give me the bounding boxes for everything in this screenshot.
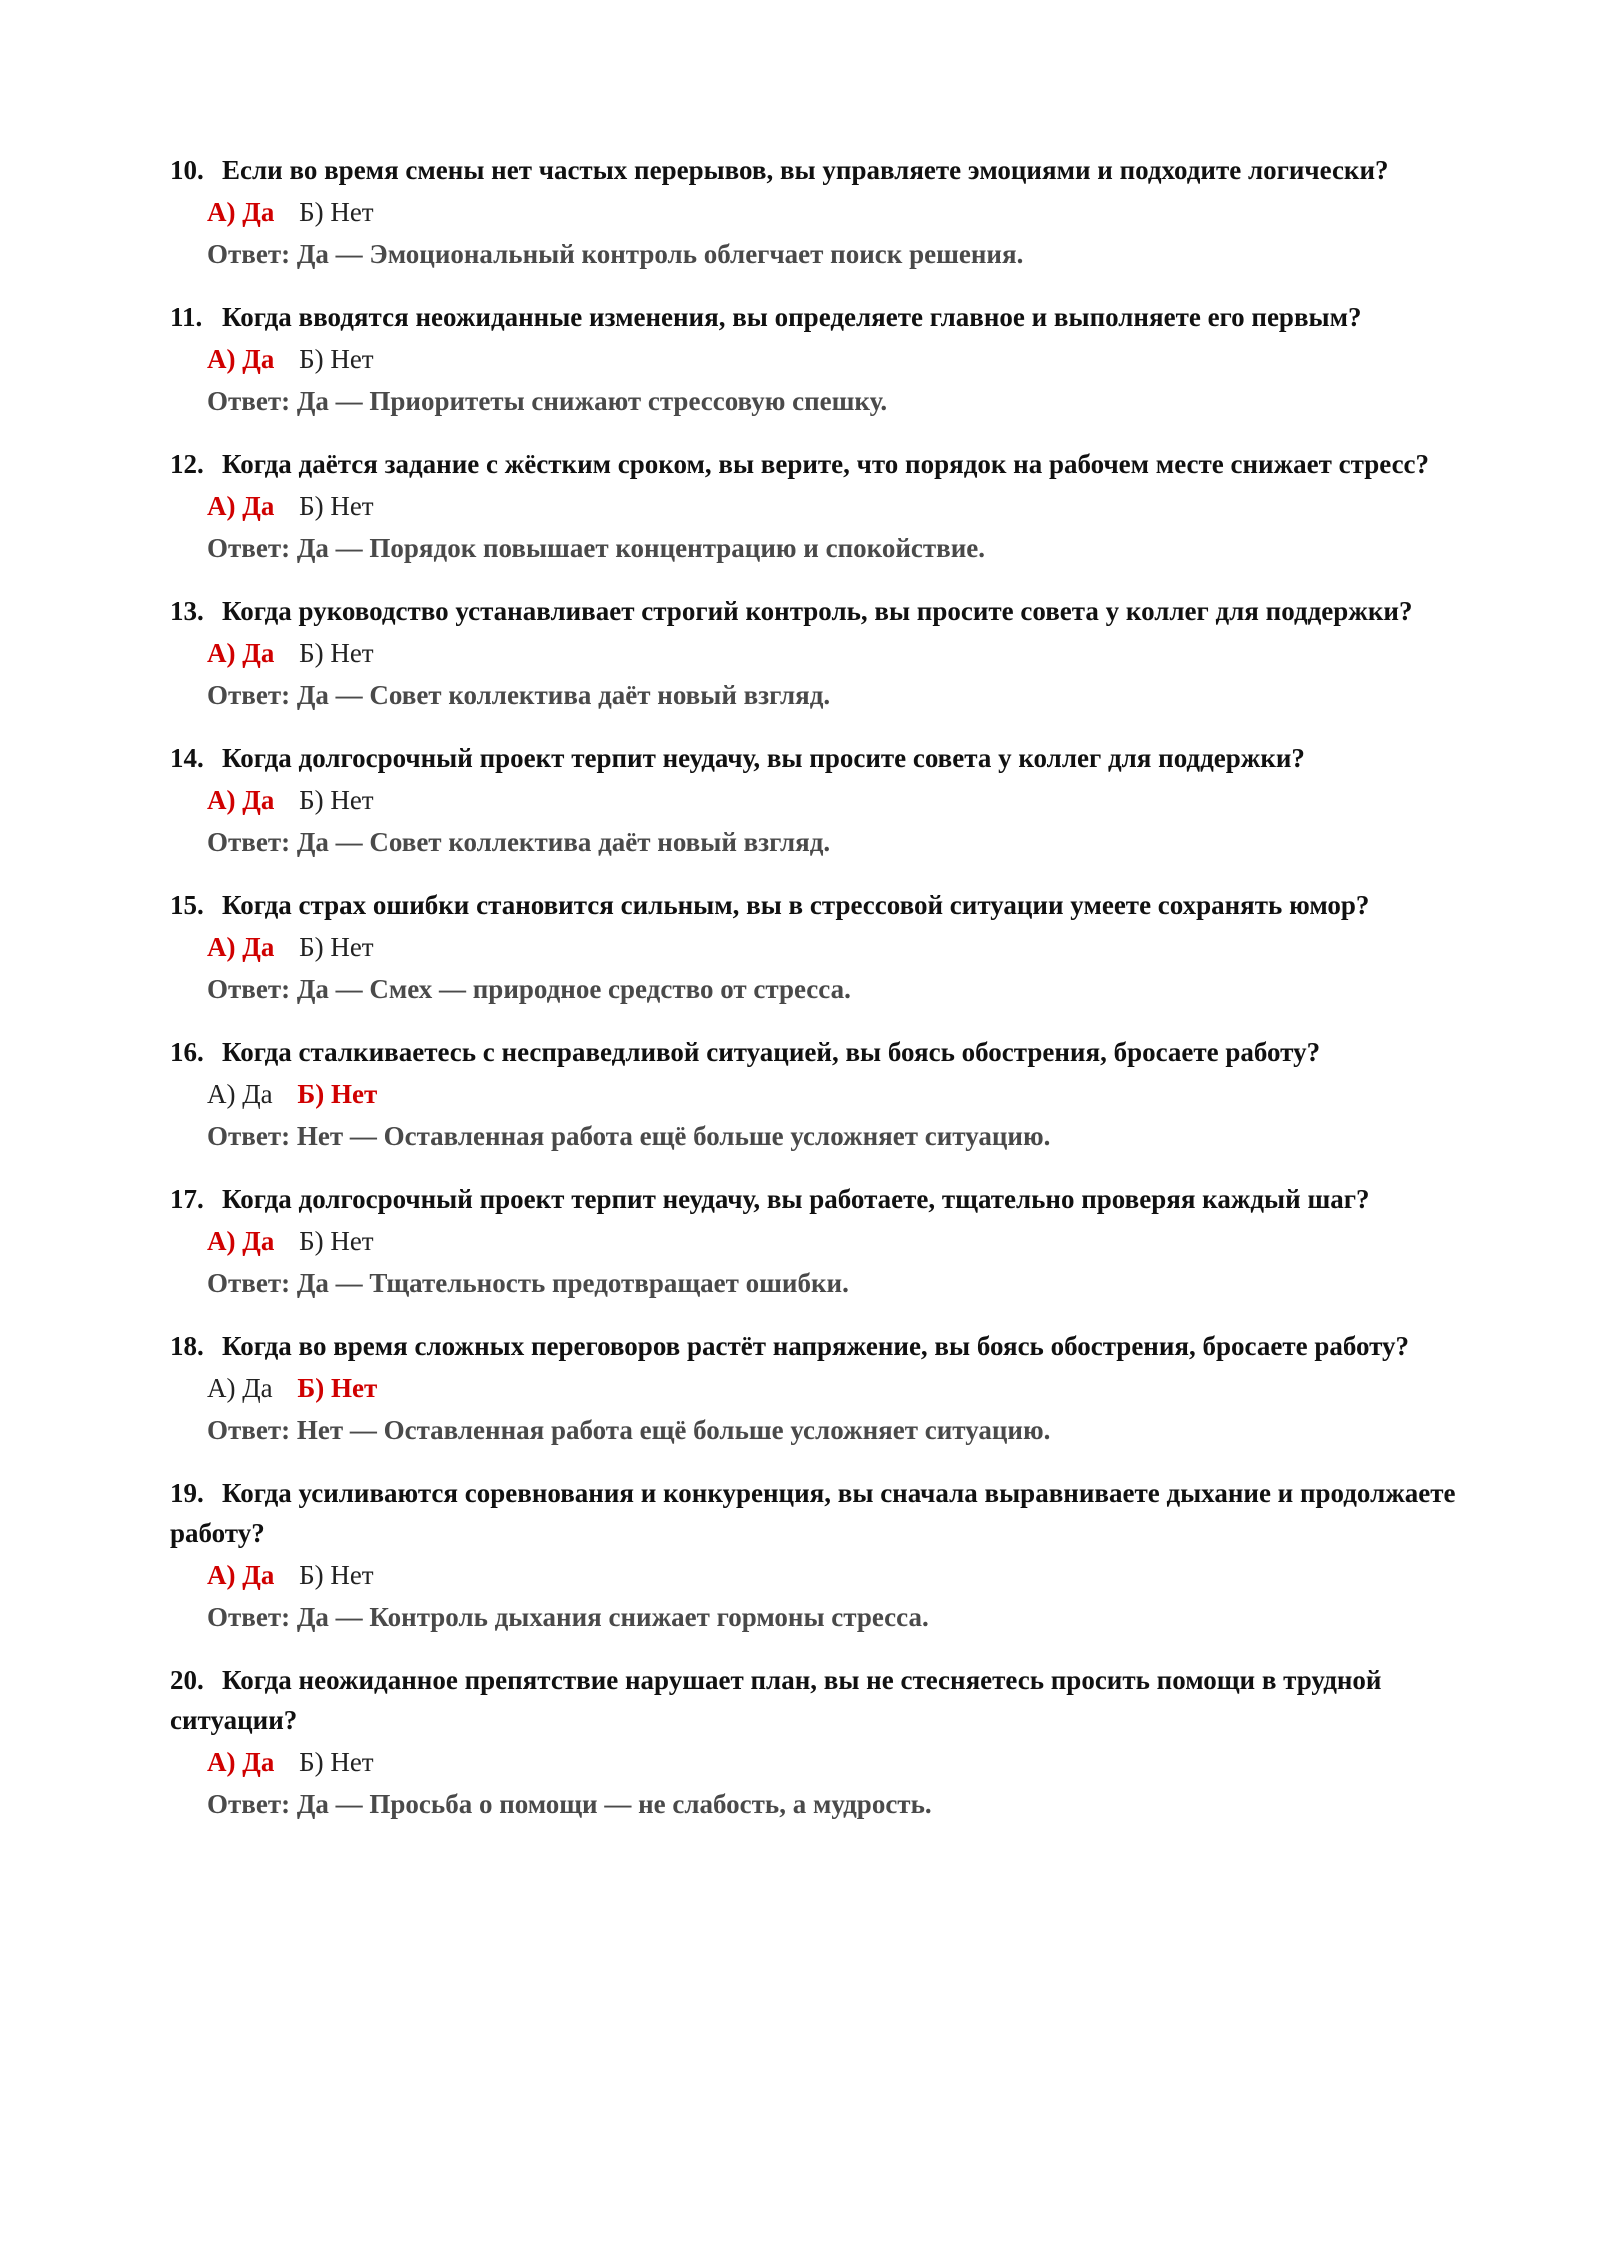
question-number: 13. [170, 596, 204, 626]
answer-options [207, 1220, 1460, 1262]
question-20 [170, 1660, 1460, 1825]
question-number: 12. [170, 449, 204, 479]
question-number: 17. [170, 1184, 204, 1214]
option-b: Б) Нет [299, 344, 374, 374]
answer-options [207, 338, 1460, 380]
answer-explanation: Ответ: Да — Тщательность предотвращает ошибки. [207, 1268, 849, 1298]
answer-explanation: Ответ: Нет — Оставленная работа ещё больше усложняет ситуацию. [207, 1415, 1051, 1445]
question-17 [170, 1179, 1460, 1304]
answer-options [207, 485, 1460, 527]
question-title [170, 1660, 1460, 1740]
question-11 [170, 297, 1460, 422]
question-number: 11. [170, 302, 203, 332]
option-b: Б) Нет [297, 1079, 378, 1109]
question-12 [170, 444, 1460, 569]
answer-explanation: Ответ: Да — Совет коллектива даёт новый взгляд. [207, 680, 831, 710]
question-number: 16. [170, 1037, 204, 1067]
option-a: А) Да [207, 344, 275, 374]
answer-options [207, 1073, 1460, 1115]
answer-explanation: Ответ: Да — Контроль дыхания снижает гормоны стресса. [207, 1602, 929, 1632]
question-text: Когда даётся задание с жёстким сроком, вы верите, что порядок на рабочем месте снижает стресс? [222, 449, 1430, 479]
answer-explanation: Ответ: Нет — Оставленная работа ещё больше усложняет ситуацию. [207, 1121, 1051, 1151]
question-title [170, 591, 1460, 631]
question-text: Когда долгосрочный проект терпит неудачу, вы просите совета у коллег для поддержки? [222, 743, 1305, 773]
option-b: Б) Нет [299, 491, 374, 521]
answer-options [207, 779, 1460, 821]
question-title [170, 297, 1460, 337]
answer-explanation: Ответ: Да — Порядок повышает концентрацию и спокойствие. [207, 533, 986, 563]
question-title [170, 1032, 1460, 1072]
question-text: Когда усиливаются соревнования и конкуренция, вы сначала выравниваете дыхание и продолжаете работу? [170, 1478, 1456, 1548]
question-title [170, 738, 1460, 778]
answer-explanation: Ответ: Да — Совет коллектива даёт новый взгляд. [207, 827, 831, 857]
option-b: Б) Нет [299, 197, 374, 227]
question-number: 10. [170, 155, 204, 185]
answer-options [207, 1367, 1460, 1409]
question-text: Когда неожиданное препятствие нарушает план, вы не стесняетесь просить помощи в трудной ситуации? [170, 1665, 1382, 1735]
question-title [170, 1179, 1460, 1219]
question-title [170, 444, 1460, 484]
question-text: Когда во время сложных переговоров растёт напряжение, вы боясь обострения, бросаете работу? [222, 1331, 1410, 1361]
question-19 [170, 1473, 1460, 1638]
question-title [170, 150, 1460, 190]
answer-explanation: Ответ: Да — Эмоциональный контроль облегчает поиск решения. [207, 239, 1024, 269]
option-b: Б) Нет [299, 932, 374, 962]
document-page [170, 150, 1460, 1847]
answer-options [207, 1741, 1460, 1783]
question-text: Когда вводятся неожиданные изменения, вы определяете главное и выполняете его первым? [222, 302, 1362, 332]
option-a: А) Да [207, 491, 275, 521]
question-title [170, 1326, 1460, 1366]
option-b: Б) Нет [299, 638, 374, 668]
question-number: 14. [170, 743, 204, 773]
question-text: Когда страх ошибки становится сильным, вы в стрессовой ситуации умеете сохранять юмор? [222, 890, 1370, 920]
answer-options [207, 926, 1460, 968]
answer-explanation: Ответ: Да — Смех — природное средство от стресса. [207, 974, 851, 1004]
option-a: А) Да [207, 1079, 273, 1109]
question-text: Когда сталкиваетесь с несправедливой ситуацией, вы боясь обострения, бросаете работу? [222, 1037, 1321, 1067]
option-b: Б) Нет [299, 1747, 374, 1777]
question-text: Когда долгосрочный проект терпит неудачу, вы работаете, тщательно проверяя каждый шаг? [222, 1184, 1370, 1214]
option-a: А) Да [207, 1560, 275, 1590]
question-title [170, 1473, 1460, 1553]
answer-explanation: Ответ: Да — Просьба о помощи — не слабость, а мудрость. [207, 1789, 932, 1819]
question-16 [170, 1032, 1460, 1157]
option-a: А) Да [207, 785, 275, 815]
question-15 [170, 885, 1460, 1010]
option-b: Б) Нет [297, 1373, 378, 1403]
question-number: 19. [170, 1478, 204, 1508]
answer-options [207, 632, 1460, 674]
question-title [170, 885, 1460, 925]
question-18 [170, 1326, 1460, 1451]
option-b: Б) Нет [299, 1560, 374, 1590]
question-14 [170, 738, 1460, 863]
question-10 [170, 150, 1460, 275]
answer-explanation: Ответ: Да — Приоритеты снижают стрессовую спешку. [207, 386, 888, 416]
option-a: А) Да [207, 1747, 275, 1777]
option-a: А) Да [207, 638, 275, 668]
option-a: А) Да [207, 1226, 275, 1256]
option-a: А) Да [207, 197, 275, 227]
answer-options [207, 191, 1460, 233]
question-13 [170, 591, 1460, 716]
option-b: Б) Нет [299, 785, 374, 815]
question-number: 18. [170, 1331, 204, 1361]
question-text: Когда руководство устанавливает строгий контроль, вы просите совета у коллег для поддержки? [222, 596, 1413, 626]
question-number: 15. [170, 890, 204, 920]
option-a: А) Да [207, 1373, 273, 1403]
answer-options [207, 1554, 1460, 1596]
question-number: 20. [170, 1665, 204, 1695]
question-text: Если во время смены нет частых перерывов, вы управляете эмоциями и подходите логически? [222, 155, 1389, 185]
option-b: Б) Нет [299, 1226, 374, 1256]
option-a: А) Да [207, 932, 275, 962]
